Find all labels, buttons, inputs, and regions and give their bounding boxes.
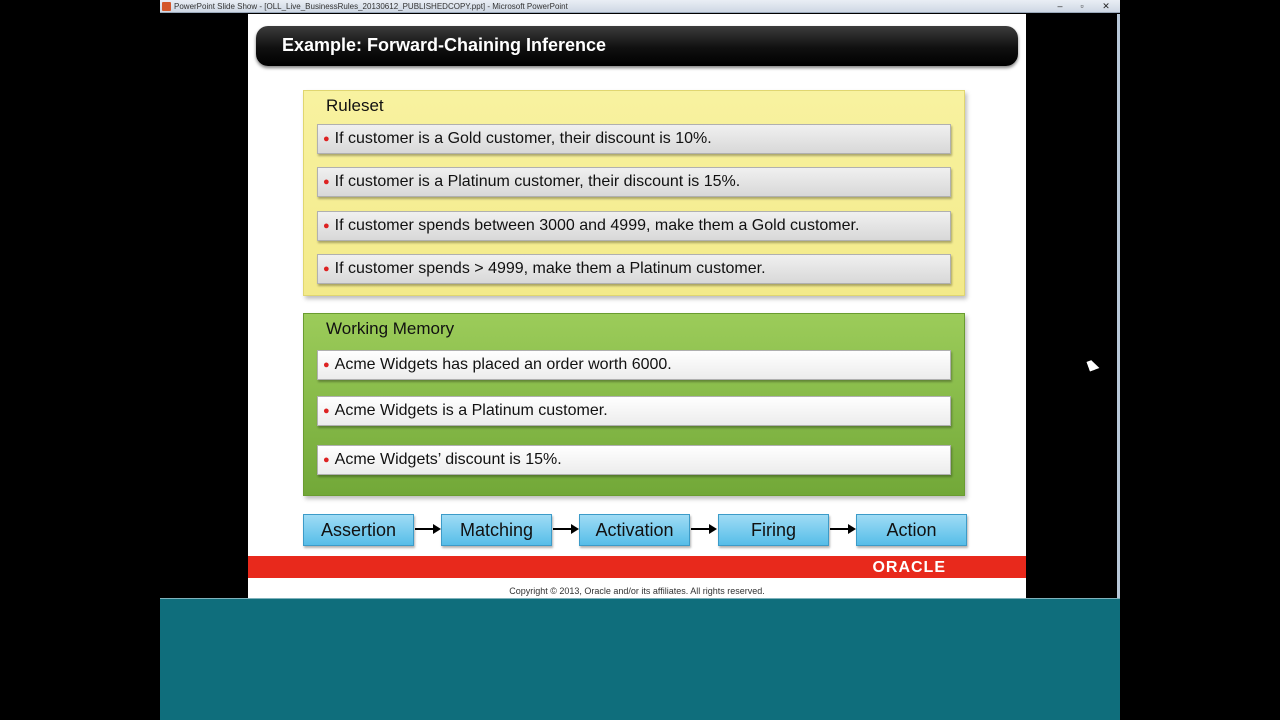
working-memory-title: Working Memory xyxy=(326,319,455,338)
flow-step-action: Action xyxy=(856,514,967,546)
arrow-right-icon xyxy=(830,522,856,536)
arrow-right-icon xyxy=(553,522,579,536)
working-memory-panel xyxy=(303,313,965,496)
inference-flow xyxy=(303,514,973,548)
slide-header xyxy=(256,26,1018,66)
bullet-icon: ● xyxy=(323,176,330,188)
close-button[interactable]: ✕ xyxy=(1102,1,1110,11)
fact-item xyxy=(317,396,951,426)
bullet-icon: ● xyxy=(323,220,330,232)
bullet-icon: ● xyxy=(323,454,330,466)
slide-show-area[interactable] xyxy=(160,14,1120,598)
rule-item xyxy=(317,167,951,197)
maximize-button[interactable]: ▫ xyxy=(1080,1,1084,11)
rule-item xyxy=(317,254,951,284)
oracle-logo: ORACLE xyxy=(872,559,946,576)
fact-text: Acme Widgets is a Platinum customer. xyxy=(334,402,608,419)
window-title: PowerPoint Slide Show - [OLL_Live_BusinessRules_20130612_PUBLISHEDCOPY.ppt] - Microsoft PowerPoint xyxy=(174,2,568,11)
rule-item xyxy=(317,211,951,241)
bullet-icon: ● xyxy=(323,263,330,275)
arrow-right-icon xyxy=(415,522,441,536)
slide[interactable] xyxy=(248,14,1026,598)
powerpoint-app-icon xyxy=(162,2,171,11)
bullet-icon: ● xyxy=(323,359,330,371)
minimize-button[interactable]: – xyxy=(1057,1,1063,11)
rule-text: If customer is a Platinum customer, their discount is 15%. xyxy=(334,173,741,190)
slide-title: Example: Forward-Chaining Inference xyxy=(282,35,607,55)
fact-text: Acme Widgets’ discount is 15%. xyxy=(334,451,562,468)
flow-step-firing: Firing xyxy=(718,514,829,546)
title-bar[interactable] xyxy=(160,0,1120,13)
fact-item xyxy=(317,350,951,380)
rule-text: If customer is a Gold customer, their discount is 10%. xyxy=(334,130,712,147)
rule-text: If customer spends between 3000 and 4999, make them a Gold customer. xyxy=(334,217,860,234)
flow-step-assertion: Assertion xyxy=(303,514,414,546)
fact-text: Acme Widgets has placed an order worth 6000. xyxy=(334,356,672,373)
taskbar-area xyxy=(160,598,1120,720)
bullet-icon: ● xyxy=(323,405,330,417)
bullet-icon: ● xyxy=(323,133,330,145)
rule-text: If customer spends > 4999, make them a Platinum customer. xyxy=(334,260,766,277)
ruleset-title: Ruleset xyxy=(326,96,384,115)
flow-step-matching: Matching xyxy=(441,514,552,546)
flow-step-activation: Activation xyxy=(579,514,690,546)
ruleset-panel xyxy=(303,90,965,296)
copyright-text: Copyright © 2013, Oracle and/or its affiliates. All rights reserved. xyxy=(509,586,765,596)
rule-item xyxy=(317,124,951,154)
fact-item xyxy=(317,445,951,475)
oracle-footer-bar xyxy=(248,556,1026,578)
powerpoint-window xyxy=(160,0,1120,720)
arrow-right-icon xyxy=(691,522,717,536)
